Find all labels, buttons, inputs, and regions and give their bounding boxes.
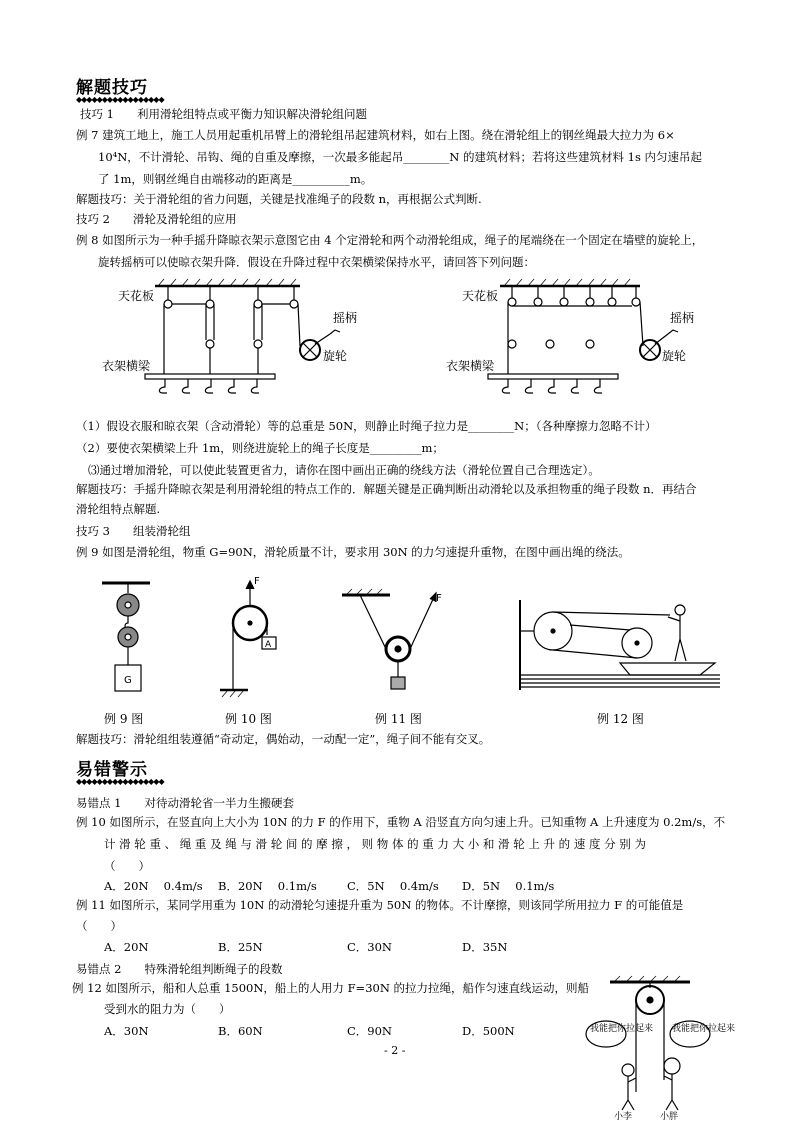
figure-example-10 — [220, 581, 276, 697]
ceiling-label-right: 天花板 — [462, 289, 499, 303]
question-3: ⑶通过增加滑轮，可以使此装置更省力，请你在图中画出正确的绕线方法（滑轮位置自己合理选定）。 — [88, 463, 600, 477]
example-11-line-2: （ ） — [76, 919, 122, 933]
hint-3: 解题技巧：滑轮组组装遵循“奇动定，偶始动，一动配一定”，绳子间不能有交叉。 — [76, 732, 491, 746]
force-F-label-fig11: F — [436, 593, 442, 604]
caption-fig9: 例 9 图 — [104, 712, 144, 726]
force-F-label-fig10: F — [254, 576, 260, 587]
example-10-line-3: （ ） — [104, 859, 150, 873]
hint-2-line-2: 滑轮组特点解题. — [76, 502, 161, 516]
ceiling-label-left: 天花板 — [118, 289, 155, 303]
example-12-line-2: 受到水的阻力为（ ） — [104, 1002, 231, 1016]
figure-example-12 — [520, 600, 720, 690]
ex11-option-C: C．30N — [347, 940, 392, 954]
clothes-rack-left — [145, 279, 340, 393]
ex10-option-B: B．20N 0.1m/s — [218, 879, 317, 893]
crank-label-left: 摇柄 — [333, 311, 358, 325]
example-10-line-2: 计 滑 轮 重 、 绳 重 及 绳 与 滑 轮 间 的 摩 擦 ， 则 物 体 的 重 力 大 小 和 滑 轮 上 升 的 速 度 分 别 为 — [104, 837, 646, 851]
question-2: （2）要使衣架横梁上升 1m，则绕进旋轮上的绳子长度是_________m； — [76, 441, 444, 455]
ex11-option-B: B．25N — [218, 940, 263, 954]
tip-1: 技巧 1 利用滑轮组特点或平衡力知识解决滑轮组问题 — [80, 107, 367, 121]
hint-2-line-1: 解题技巧：手摇升降晾衣架是利用滑轮组的特点工作的．解题关键是正确判断出动滑轮以及承担物重的绳子段数 n．再结合 — [76, 482, 697, 496]
weight-G-label: G — [124, 675, 132, 686]
wheel-label-left: 旋轮 — [323, 349, 348, 363]
pitfall-2: 易错点 2 特殊滑轮组判断绳子的段数 — [76, 962, 283, 976]
tip-2: 技巧 2 滑轮及滑轮组的应用 — [76, 212, 237, 226]
hint-1: 解题技巧：关于滑轮组的省力问题，关键是找准绳子的段数 n，再根据公式判断. — [76, 192, 482, 206]
wheel-label-right: 旋轮 — [662, 349, 687, 363]
example-7-line-2: 10⁴N，不计滑轮、吊钩、绳的自重及摩擦，一次最多能起吊________N 的建筑材料；若将这些建筑材料 1s 内匀速吊起 — [98, 150, 703, 164]
ex10-option-A: A．20N 0.4m/s — [104, 879, 203, 893]
ex10-option-C: C．5N 0.4m/s — [347, 879, 439, 893]
ex12-option-A: A．30N — [104, 1024, 149, 1038]
crank-label-right: 摇柄 — [670, 311, 695, 325]
example-8-line-1: 例 8 如图所示为一种手摇升降晾衣架示意图它由 4 个定滑轮和两个动滑轮组成，绳子的尾端绕在一个固定在墙壁的旋轮上， — [76, 233, 704, 247]
beam-label-right: 衣架横梁 — [446, 359, 495, 373]
example-8-line-2: 旋转摇柄可以使晾衣架升降．假设在升降过程中衣架横梁保持水平，请回答下列问题： — [98, 255, 535, 269]
title-underline-dots-2: ◆◆◆◆◆◆◆◆◆◆◆◆◆◆◆◆◆ — [76, 777, 164, 786]
ex12-option-B: B．60N — [218, 1024, 263, 1038]
pitfall-1: 易错点 1 对待动滑轮省一半力生搬硬套 — [76, 796, 294, 810]
figure-example-11 — [342, 589, 436, 689]
caption-fig10: 例 10 图 — [225, 712, 272, 726]
page-number: - 2 - — [384, 1044, 406, 1057]
section-title-pitfalls: 易错警示 — [76, 760, 148, 780]
tip-3: 技巧 3 组装滑轮组 — [76, 524, 191, 538]
ex11-option-A: A．20N — [104, 940, 149, 954]
speech-bubble-left: 我能把你拉起来 — [590, 1024, 654, 1034]
section-title-techniques: 解题技巧 — [76, 78, 148, 98]
clothes-rack-figures — [0, 278, 794, 418]
clothes-rack-right — [488, 279, 678, 393]
example-9: 例 9 如图是滑轮组，物重 G=90N，滑轮质量不计，要求用 30N 的力匀速提升重物，在图中画出绳的绕法。 — [76, 545, 630, 559]
ex12-option-C: C．90N — [347, 1024, 392, 1038]
speech-bubble-right: 我能把你拉起来 — [672, 1024, 736, 1034]
title-underline-dots: ◆◆◆◆◆◆◆◆◆◆◆◆◆◆◆◆◆ — [76, 95, 164, 104]
pulley-figures — [0, 575, 794, 705]
ex10-option-D: D．5N 0.1m/s — [462, 879, 555, 893]
example-11-line-1: 例 11 如图所示，某同学用重为 10N 的动滑轮匀速提升重为 50N 的物体。不计摩擦，则该同学所用拉力 F 的可能值是 — [76, 898, 684, 912]
weight-A-label: A — [265, 640, 272, 650]
person-left-name: 小李 — [614, 1112, 633, 1122]
beam-label-left: 衣架横梁 — [102, 359, 151, 373]
example-12-line-1: 例 12 如图所示，船和人总重 1500N，船上的人用力 F=30N 的拉力拉绳，船作匀速直线运动，则船 — [72, 981, 590, 995]
caption-fig12: 例 12 图 — [597, 712, 644, 726]
ex11-option-D: D．35N — [462, 940, 508, 954]
question-1: （1）假设衣服和晾衣架（含动滑轮）等的总重是 50N，则静止时绳子拉力是________N；（各种摩擦力忽略不计） — [76, 419, 657, 433]
example-7-line-3: 了 1m，则钢丝绳自由端移动的距离是__________m。 — [98, 172, 373, 186]
caption-fig11: 例 11 图 — [375, 712, 422, 726]
example-10-line-1: 例 10 如图所示，在竖直向上大小为 10N 的力 F 的作用下，重物 A 沿竖直方向匀速上升。已知重物 A 上升速度为 0.2m/s，不 — [76, 815, 726, 829]
ex12-option-D: D．500N — [462, 1024, 515, 1038]
person-right-name: 小胖 — [660, 1112, 679, 1122]
example-7-line-1: 例 7 建筑工地上，施工人员用起重机吊臂上的滑轮组吊起建筑材料，如右上图。绕在滑轮组上的钢丝绳最大拉力为 6× — [76, 128, 675, 142]
